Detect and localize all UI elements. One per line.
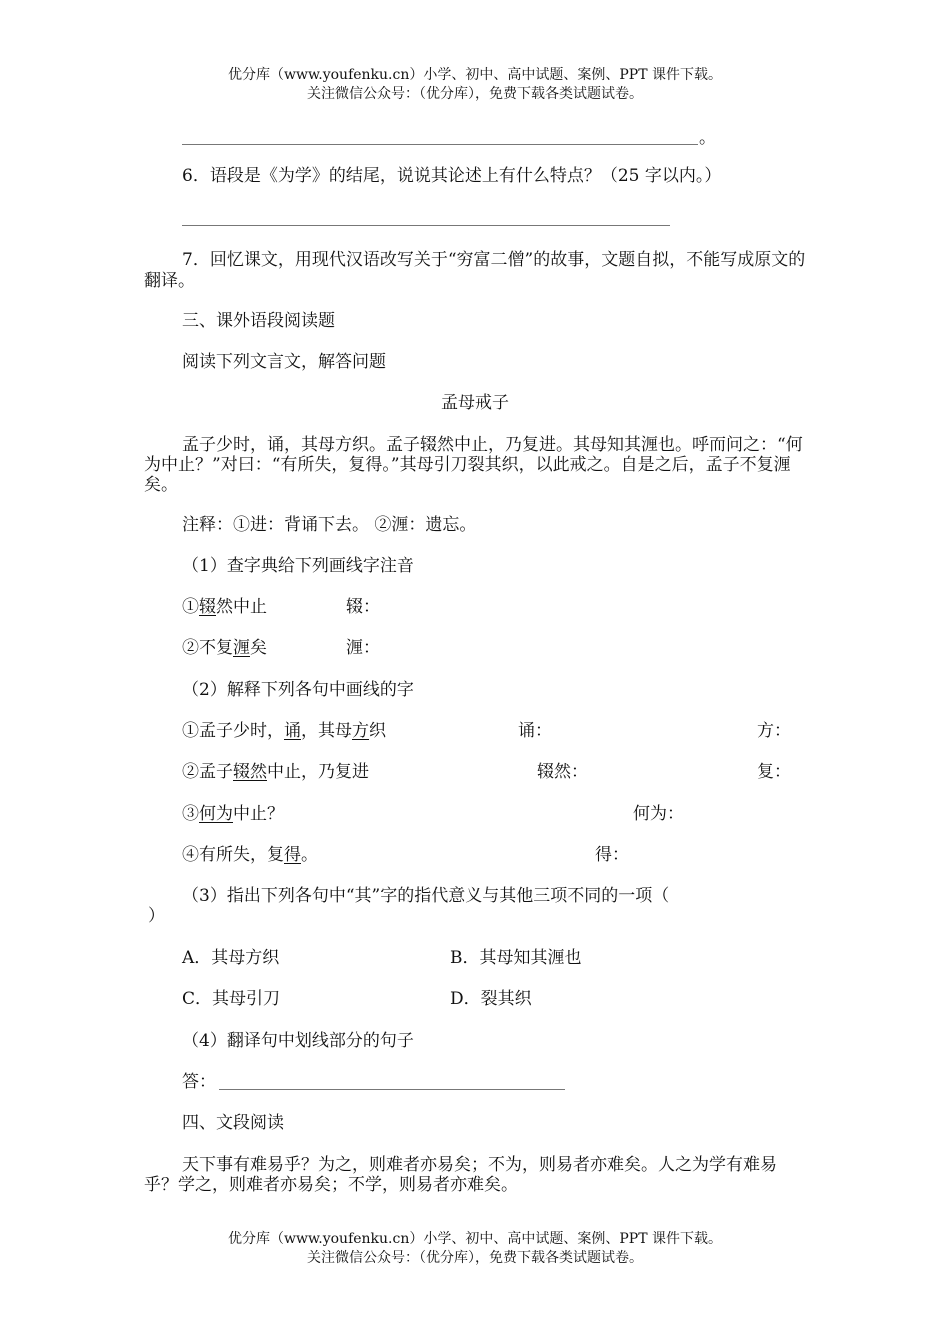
subquestion-2-row-4-key-1: 得： [595, 845, 629, 865]
header-line-1: 优分库（www.youfenku.cn）小学、初中、高中试题、案例、PPT 课件下载。 [227, 67, 722, 83]
answer-blank-line [182, 144, 698, 145]
subquestion-4-answer-label: 答： [182, 1072, 216, 1092]
answer-blank-end: 。 [699, 128, 716, 148]
subquestion-1-item-1-answer: 辍： [346, 597, 380, 617]
question-6-answer-line [182, 225, 670, 226]
passage-notes: 注释：①进：背诵下去。 ②湹：遗忘。 [182, 515, 477, 535]
option-a: A．其母方织 [182, 948, 280, 968]
subquestion-2-row-3: ③何为中止？ [182, 804, 284, 824]
subquestion-2-row-2-key-2: 复： [757, 762, 791, 782]
subquestion-4-answer-line [219, 1089, 565, 1090]
section-4-heading: 四、文段阅读 [182, 1113, 284, 1133]
passage-text: 孟子少时，诵，其母方织。孟子辍然中止，乃复进。其母知其湹也。呼而问之：“何为中止？”对曰：“有所失，复得。”其母引刀裂其织，以此戒之。自是之后，孟子不复湹矣。 [144, 435, 803, 495]
option-c: C．其母引刀 [182, 989, 281, 1009]
subquestion-2-row-2-key-1: 辍然： [537, 762, 588, 782]
header-line-2: 关注微信公众号：（优分库），免费下载各类试题试卷。 [307, 86, 643, 102]
subquestion-1-item-2: ②不复湹矣 [182, 638, 267, 658]
subquestion-4-title: （4）翻译句中划线部分的句子 [182, 1031, 414, 1051]
passage-title: 孟母戒子 [441, 393, 509, 413]
subquestion-3-title: （3）指出下列各句中“其”字的指代意义与其他三项不同的一项（ [182, 886, 670, 906]
subquestion-3-close-paren: ） [148, 906, 165, 926]
subquestion-2-row-4: ④有所失，复得。 [182, 845, 318, 865]
option-b: B．其母知其湹也 [450, 948, 582, 968]
subquestion-1-title: （1）查字典给下列画线字注音 [182, 556, 414, 576]
section-3-heading: 三、课外语段阅读题 [182, 311, 335, 331]
section-4-passage: 天下事有难易乎？为之，则难者亦易矣；不为，则易者亦难矣。人之为学有难易乎？学之，则难者亦易矣；不学，则易者亦难矣。 [144, 1155, 777, 1195]
footer-line-2: 关注微信公众号：（优分库），免费下载各类试题试卷。 [307, 1250, 643, 1266]
question-7: 7．回忆课文，用现代汉语改写关于“穷富二僧”的故事，文题自拟，不能写成原文的翻译。 [144, 250, 806, 291]
footer-line-1: 优分库（www.youfenku.cn）小学、初中、高中试题、案例、PPT 课件下载。 [227, 1231, 722, 1247]
subquestion-2-row-3-key-1: 何为： [633, 804, 684, 824]
subquestion-1-item-1: ①辍然中止 [182, 597, 267, 617]
subquestion-2-row-2: ②孟子辍然中止，乃复进 [182, 762, 369, 782]
subquestion-2-row-1: ①孟子少时，诵，其母方织 [182, 721, 386, 741]
subquestion-2-row-1-key-1: 诵： [518, 721, 552, 741]
section-3-instruction: 阅读下列文言文，解答问题 [182, 352, 386, 372]
subquestion-2-row-1-key-2: 方： [757, 721, 791, 741]
subquestion-2-title: （2）解释下列各句中画线的字 [182, 680, 414, 700]
option-d: D．裂其织 [450, 989, 532, 1009]
question-6: 6．语段是《为学》的结尾，说说其论述上有什么特点？（25 字以内。） [182, 166, 722, 186]
subquestion-1-item-2-answer: 湹： [346, 638, 380, 658]
